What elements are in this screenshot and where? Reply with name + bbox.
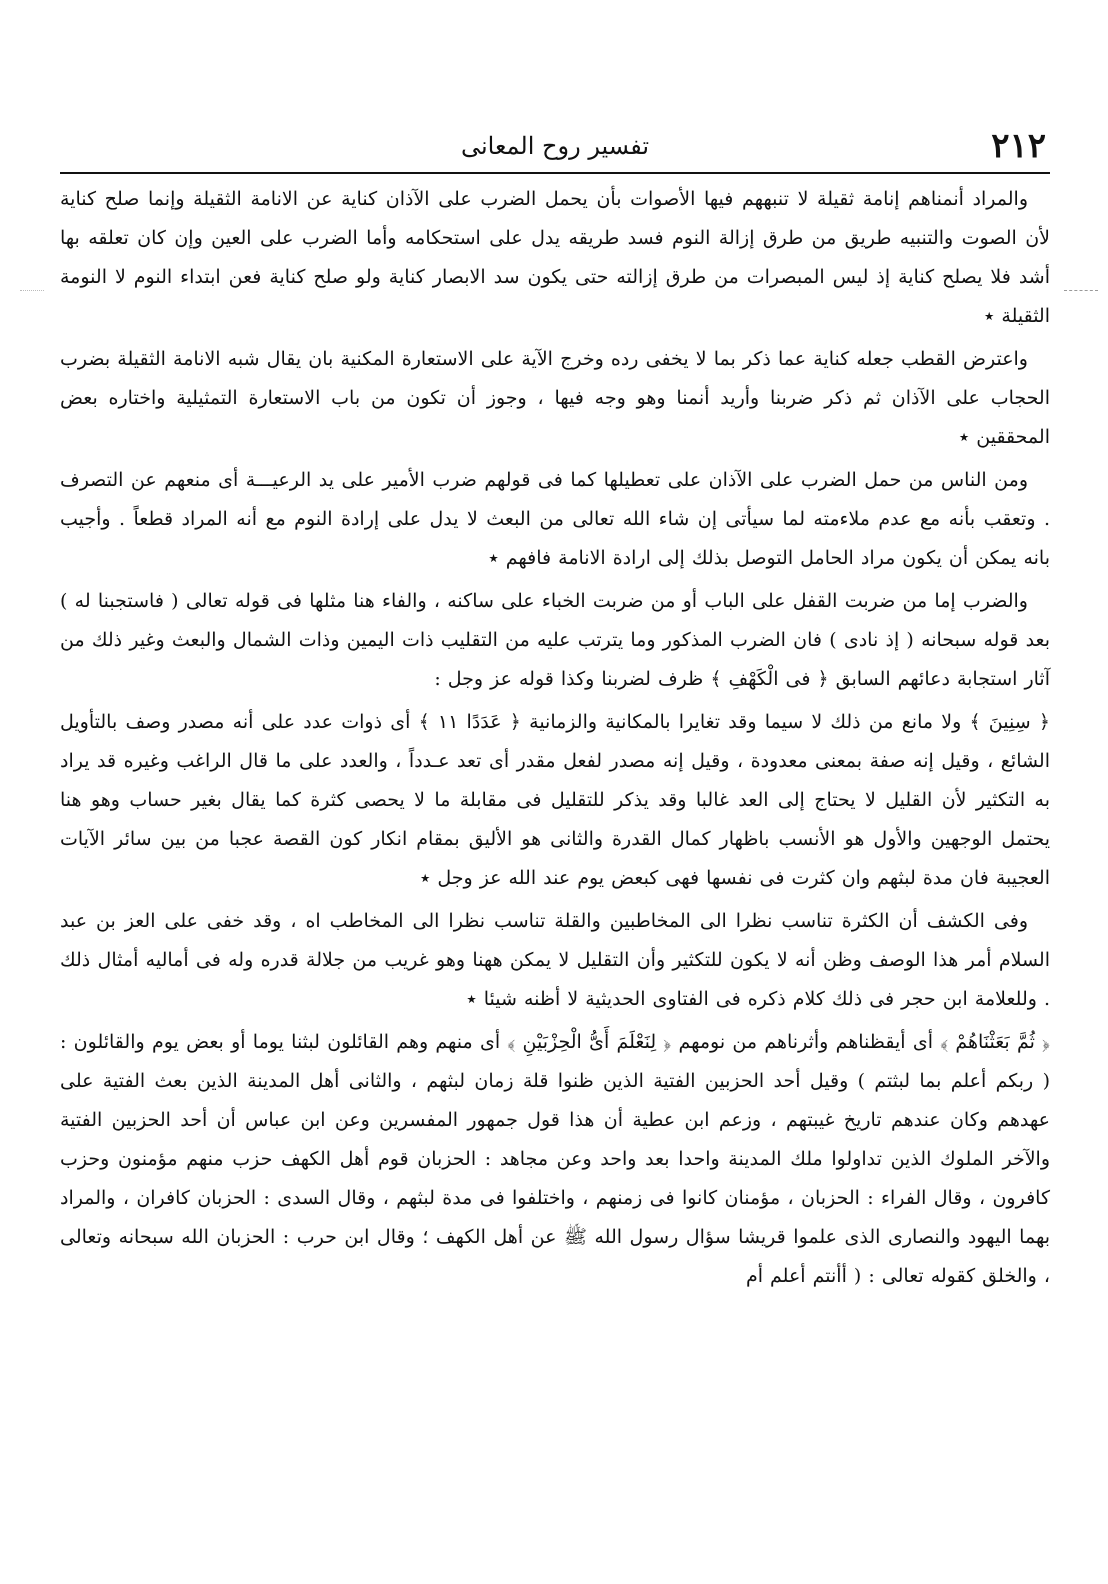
margin-mark	[1064, 290, 1098, 292]
page	[60, 120, 1050, 1560]
page-number: ٢١٢	[991, 126, 1046, 166]
paragraph-text: ومن الناس من حمل الضرب على الآذان على تعطيلها كما فى قولهم ضرب الأمير على يد الرعيـــة أى منعهم عن التصرف . وتعقب بأنه مع عدم ملاءمته لما سيأتى إن شاء الله تعالى من البعث لا يدل على إرادة النوم مع أنه المراد قطعاً . وأجيب بانه يمكن أن يكون مراد الحامل التوصل بذلك إلى ارادة الانامة فافهم ٭	[60, 469, 1050, 569]
paragraph	[60, 902, 1050, 1019]
paragraph	[60, 180, 1050, 336]
paragraph	[60, 703, 1050, 898]
paragraph	[60, 1023, 1050, 1296]
paragraph-text: وفى الكشف أن الكثرة تناسب نظرا الى المخاطبين والقلة تناسب نظرا الى المخاطب اه ، وقد خفى على العز بن عبد السلام أمر هذا الوصف وظن أنه لا يكون للتكثير وأن التقليل لا يمكن ههنا وهو غريب من جلالة قدره وله فى أماليه أمثال ذلك . وللعلامة ابن حجر فى ذلك كلام ذكره فى الفتاوى الحديثية لا أظنه شيئا ٭	[60, 910, 1050, 1010]
paragraph-text: ﴿ سِنِينَ ﴾ ولا مانع من ذلك لا سيما وقد تغايرا بالمكانية والزمانية ﴿ عَدَدًا ١١ ﴾ أى ذوات عدد على أنه مصدر وصف بالتأويل الشائع ، وقيل إنه صفة بمعنى معدودة ، وقيل إنه مصدر لفعل مقدر أى تعد عـدداً ، والعدد على ما قال الراغب وغيره قد يراد به التكثير لأن القليل لا يحتاج إلى العد غالبا وقد يذكر للتقليل فى مقابلة ما لا يحصى كثرة كما يقال بغير حساب وهو هنا يحتمل الوجهين والأول هو الأنسب باظهار كمال القدرة والثانى هو الأليق بمقام انكار كون القصة عجبا من بين سائر الآيات العجيبة فان مدة لبثهم وان كثرت فى نفسها فهى كبعض يوم عند الله عز وجل ٭	[60, 711, 1050, 889]
page-body	[60, 180, 1050, 1300]
paragraph-text: والمراد أنمناهم إنامة ثقيلة لا تنبههم فيها الأصوات بأن يحمل الضرب على الآذان كناية عن الانامة الثقيلة وإنما صلح كناية لأن الصوت والتنبيه طريق من طرق إزالة النوم فسد طريقه يدل على استحكامه وأما الضرب على العين وإن كان تعلقه بها أشد فلا يصلح كناية إذ ليس المبصرات من طرق إزالته حتى يكون سد الابصار كناية ولو صلح كناية فعن ابتداء النوم لا النومة الثقيلة ٭	[60, 188, 1051, 327]
paragraph	[60, 582, 1050, 699]
running-title: تفسير روح المعانى	[460, 132, 650, 160]
margin-mark	[20, 290, 44, 291]
paragraph	[60, 461, 1050, 578]
paragraph-text: ﴿ ثُمَّ بَعَثْنَاهُمْ ﴾ أى أيقظناهم وأثرناهم من نومهم ﴿ لِنَعْلَمَ أَىُّ الْحِزْبَيْنِ ﴾ أى منهم وهم القائلون لبثنا يوما أو بعض يوم والقائلون : ( ربكم أعلم بما لبثتم ) وقيل أحد الحزبين الفتية الذين ظنوا قلة زمان لبثهم ، والثانى أهل المدينة الذين بعث الفتية على عهدهم وكان عندهم تاريخ غيبتهم ، وزعم ابن عطية أن هذا قول جمهور المفسرين وعن ابن عباس أن أحد الحزبين الفتية والآخر الملوك الذين تداولوا ملك المدينة واحدا بعد واحد وعن مجاهد : الحزبان قوم أهل الكهف حزب منهم مؤمنون وحزب كافرون ، وقال الفراء : الحزبان ، مؤمنان كانوا فى زمنهم ، واختلفوا فى مدة لبثهم ، وقال السدى : الحزبان كافران ، والمراد بهما اليهود والنصارى الذى علموا قريشا سؤال رسول الله ﷺ عن أهل الكهف ؛ وقال ابن حرب : الحزبان الله سبحانه وتعالى ، والخلق كقوله تعالى : ( أأنتم أعلم أم	[60, 1031, 1050, 1287]
paragraph-text: واعترض القطب جعله كناية عما ذكر بما لا يخفى رده وخرج الآية على الاستعارة المكنية بان يقال شبه الانامة الثقيلة بضرب الحجاب على الآذان ثم ذكر ضربنا وأريد أنمنا وهو وجه فيها ، وجوز أن تكون من باب الاستعارة التمثيلية واختاره بعض المحققين ٭	[60, 348, 1050, 448]
paragraph-text: والضرب إما من ضربت القفل على الباب أو من ضربت الخباء على ساكنه ، والفاء هنا مثلها فى قوله تعالى ( فاستجبنا له ) بعد قوله سبحانه ( إذ نادى ) فان الضرب المذكور وما يترتب عليه من التقليب ذات اليمين وذات الشمال والبعث وغير ذلك من آثار استجابة دعائهم السابق ﴿ فى الْكَهْفِ ﴾ ظرف لضربنا وكذا قوله عز وجل :	[60, 590, 1050, 690]
paragraph	[60, 340, 1050, 457]
page-header	[60, 120, 1050, 174]
